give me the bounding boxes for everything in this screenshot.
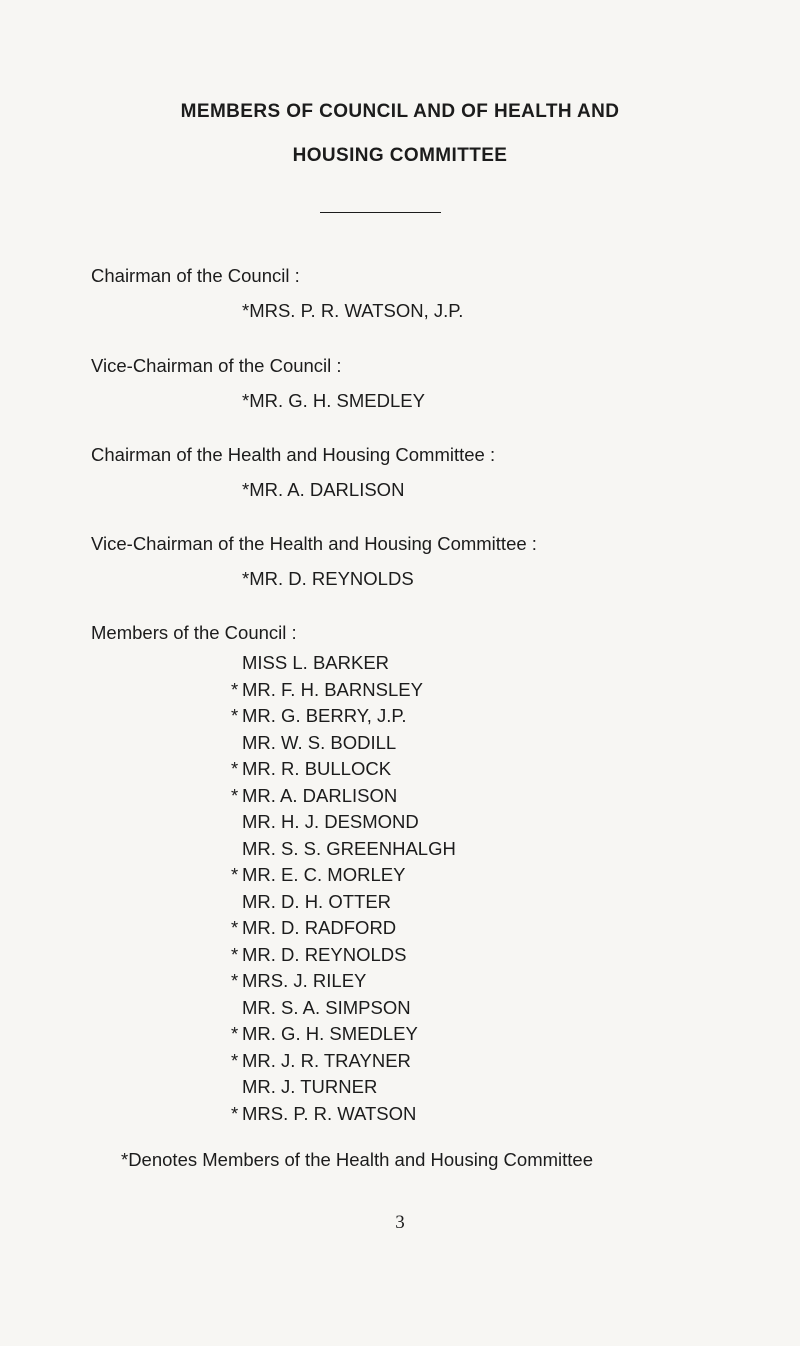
member-name: MR. A. DARLISON: [242, 784, 398, 806]
list-item: [231, 677, 456, 704]
committee-marker: *: [231, 917, 239, 938]
page-title: MEMBERS OF COUNCIL AND OF HEALTH AND: [180, 101, 620, 122]
list-item: [242, 1074, 456, 1101]
committee-marker: *: [231, 784, 239, 806]
member-name: MR. H. J. DESMOND: [242, 811, 419, 832]
member-name: MR. J. R. TRAYNER: [242, 1049, 411, 1071]
list-item: [242, 995, 456, 1022]
committee-marker: *: [231, 943, 239, 965]
member-name: MR. G. BERRY, J.P.: [242, 705, 407, 726]
footnote: *Denotes Members of the Health and Housing Committee: [121, 1149, 593, 1170]
list-item: [231, 703, 456, 730]
role-label-chairman-committee: Chairman of the Health and Housing Committee :: [91, 444, 496, 465]
list-item: [242, 836, 456, 863]
page-number: 3: [395, 1212, 405, 1233]
list-item: [231, 756, 456, 783]
member-name: MR. E. C. MORLEY: [242, 864, 406, 885]
committee-marker: *: [231, 705, 239, 726]
member-list: [231, 650, 456, 1127]
committee-marker: *: [231, 678, 239, 700]
list-item: [242, 809, 456, 836]
members-heading: Members of the Council :: [91, 622, 297, 643]
member-name: MR. R. BULLOCK: [242, 758, 392, 779]
member-name: MRS. J. RILEY: [242, 970, 367, 991]
committee-marker: *: [231, 970, 239, 991]
list-item: [231, 783, 456, 810]
list-item: [231, 862, 456, 889]
role-name-chairman-committee: *MR. A. DARLISON: [242, 479, 405, 500]
member-name: MRS. P. R. WATSON: [242, 1102, 417, 1124]
committee-marker: *: [231, 1023, 239, 1044]
committee-marker: *: [231, 758, 239, 779]
page-title-continued: HOUSING COMMITTEE: [292, 145, 508, 166]
list-item: [231, 942, 456, 969]
role-name-vice-chairman-committee: *MR. D. REYNOLDS: [242, 568, 414, 589]
member-name: MR. G. H. SMEDLEY: [242, 1023, 418, 1044]
member-name: MR. W. S. BODILL: [242, 731, 397, 753]
list-item: [242, 650, 456, 677]
role-label-vice-chairman-committee: Vice-Chairman of the Health and Housing Committee :: [91, 533, 537, 554]
committee-marker: *: [231, 864, 239, 885]
member-name: MR. D. RADFORD: [242, 917, 397, 938]
list-item: [242, 730, 456, 757]
list-item: [231, 1101, 456, 1128]
list-item: [242, 889, 456, 916]
title-divider: [320, 212, 441, 213]
list-item: [231, 968, 456, 995]
role-label-vice-chairman-council: Vice-Chairman of the Council :: [91, 355, 342, 376]
role-label-chairman-council: Chairman of the Council :: [91, 265, 300, 286]
committee-marker: *: [231, 1102, 239, 1124]
committee-marker: *: [231, 1049, 239, 1071]
member-name: MR. S. A. SIMPSON: [242, 996, 411, 1018]
member-name: MR. S. S. GREENHALGH: [242, 837, 456, 859]
role-name-vice-chairman-council: *MR. G. H. SMEDLEY: [242, 390, 425, 411]
member-name: MR. F. H. BARNSLEY: [242, 678, 423, 700]
member-name: MR. J. TURNER: [242, 1076, 378, 1097]
list-item: [231, 1048, 456, 1075]
member-name: MR. D. H. OTTER: [242, 890, 392, 912]
list-item: [231, 1021, 456, 1048]
list-item: [231, 915, 456, 942]
role-name-chairman-council: *MRS. P. R. WATSON, J.P.: [242, 300, 464, 321]
member-name: MR. D. REYNOLDS: [242, 943, 407, 965]
member-name: MISS L. BARKER: [242, 652, 390, 673]
